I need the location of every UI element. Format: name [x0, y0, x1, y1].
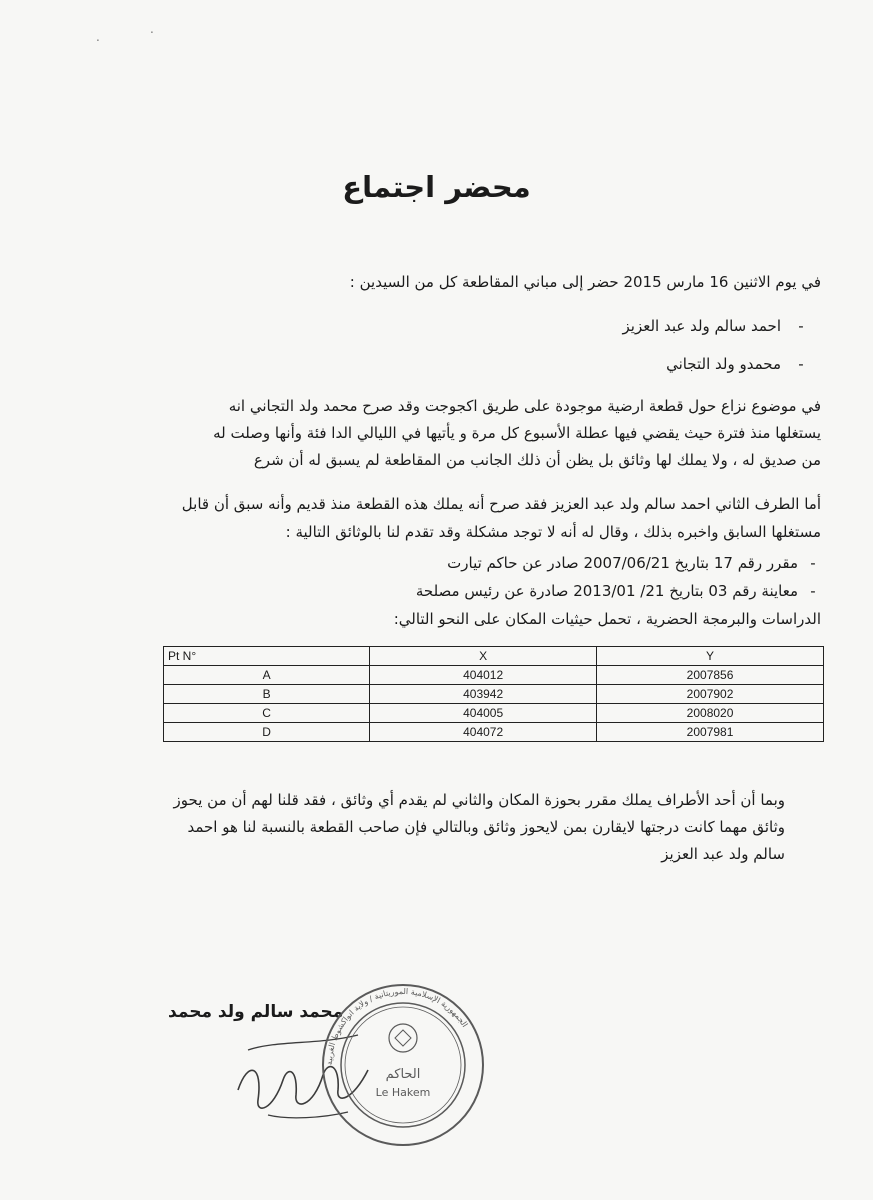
paragraph-line: أما الطرف الثاني احمد سالم ولد عبد العزيز فقد صرح أنه يملك هذه القطعة منذ قديم وأنه سبق أن قابل	[181, 495, 821, 513]
table-cell-point: C	[164, 704, 370, 723]
scan-speck: .	[96, 30, 100, 44]
paragraph-line: مستغلها السابق واخبره بذلك ، وقال له أنه لا توجد مشكلة وقد تقدم لنا بالوثائق التالية :	[285, 523, 821, 541]
table-row	[164, 723, 824, 742]
paragraph-line: في موضوع نزاع حول قطعة ارضية موجودة على طريق اكجوجت وقد صرح محمد ولد التجاني انه	[228, 397, 821, 415]
attendee-name: احمد سالم ولد عبد العزيز	[622, 317, 781, 335]
table-cell-y: 2007902	[597, 685, 824, 704]
table-row	[164, 666, 824, 685]
attendee-item	[666, 354, 821, 374]
intro-line: في يوم الاثنين 16 مارس 2015 حضر إلى مباني المقاطعة كل من السيدين :	[349, 273, 821, 291]
table-header-row	[164, 647, 824, 666]
table-cell-x: 404012	[370, 666, 597, 685]
paragraph-line: من صديق له ، ولا يملك لها وثائق بل يظن أن ذلك الجانب من المقاطعة لم يسبق له أن شرع	[253, 451, 821, 469]
column-header: Y	[597, 647, 824, 666]
document-text: معاينة رقم 03 بتاريخ 21/ 2013/01 صادرة عن رئيس مصلحة	[415, 582, 798, 600]
paragraph-line: الدراسات والبرمجة الحضرية ، تحمل حيثيات المكان على النحو التالي:	[393, 610, 821, 628]
stamp-center-text-fr: Le Hakem	[375, 1086, 431, 1099]
list-dash: -	[798, 317, 804, 335]
document-item	[447, 553, 828, 573]
coordinates-table	[163, 646, 824, 742]
paragraph-line: يستغلها منذ فترة حيث يقضي فيها عطلة الأسبوع كل مرة و يأتيها في الليالي الدا فئة وأنها وصلت له	[213, 424, 821, 442]
table-cell-y: 2007981	[597, 723, 824, 742]
conclusion-line: سالم ولد عبد العزيز	[661, 845, 785, 863]
attendee-name: محمدو ولد التجاني	[666, 355, 781, 373]
document-title: محضر اجتماع	[342, 170, 531, 204]
document-item	[416, 581, 828, 601]
stamp-center-text: الحاكم	[385, 1067, 421, 1082]
table-cell-x: 403942	[370, 685, 597, 704]
document-text: مقرر رقم 17 بتاريخ 2007/06/21 صادر عن حاكم تيارت	[447, 554, 798, 572]
table-cell-point: A	[164, 666, 370, 685]
list-dash: -	[810, 554, 816, 572]
attendee-item	[623, 316, 822, 336]
conclusion-line: وبما أن أحد الأطراف يملك مقرر بحوزة المكان والثاني لم يقدم أي وثائق ، فقد قلنا لهم أن من يحوز	[173, 791, 785, 809]
column-header: Pt N°	[164, 647, 370, 666]
table-row	[164, 685, 824, 704]
table-cell-y: 2008020	[597, 704, 824, 723]
table-cell-x: 404072	[370, 723, 597, 742]
table-cell-point: B	[164, 685, 370, 704]
table-cell-x: 404005	[370, 704, 597, 723]
list-dash: -	[810, 582, 816, 600]
table-cell-point: D	[164, 723, 370, 742]
column-header: X	[370, 647, 597, 666]
conclusion-line: وثائق مهما كانت درجتها لايقارن بمن لايحوز وثائق وبالتالي فإن صاحب القطعة بالنسبة لنا هو احمد	[187, 818, 785, 836]
official-stamp	[318, 980, 488, 1150]
scan-speck: .	[150, 22, 154, 36]
signer-name: محمد سالم ولد محمد	[168, 1002, 344, 1022]
table-row	[164, 704, 824, 723]
table-cell-y: 2007856	[597, 666, 824, 685]
stamp-ring-text: الجمهورية الإسلامية الموريتانية / ولاية انواكشوط الغربية	[324, 986, 470, 1066]
list-dash: -	[798, 355, 804, 373]
